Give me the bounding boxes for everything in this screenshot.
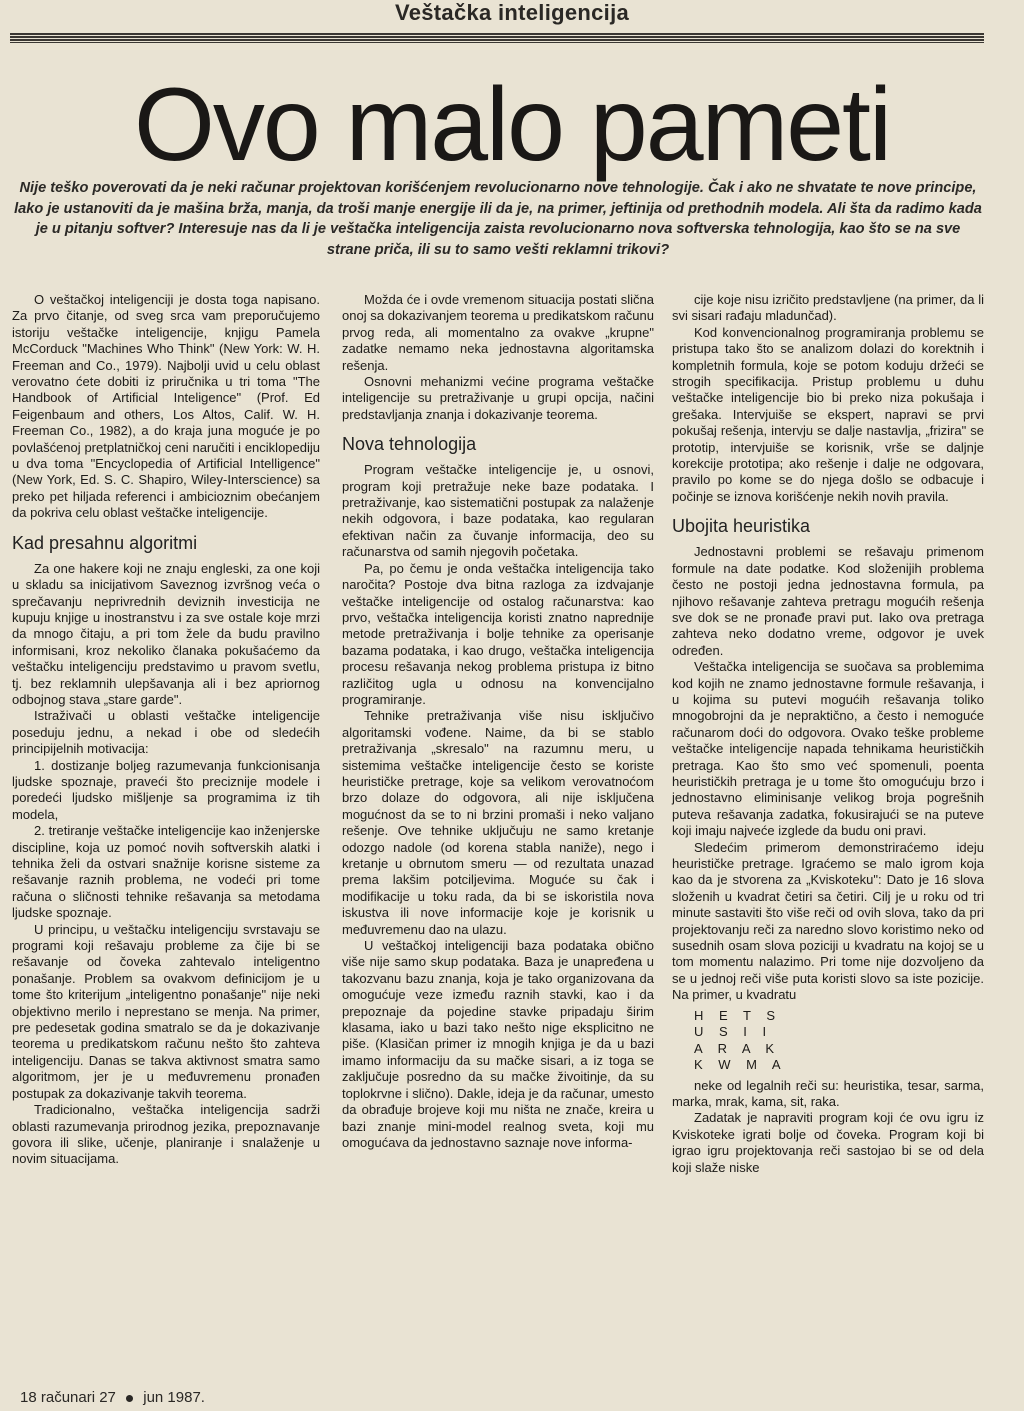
page-footer: [20, 1389, 205, 1406]
top-rule: [10, 33, 984, 43]
paragraph: Zadatak je napraviti program koji će ovu igru iz Kviskoteke igrati bolje od čoveka. Program koji bi igrao igru projektovanja reči sastojao bi se od dela koji slaže niske: [672, 1110, 984, 1175]
issue-date: jun 1987.: [143, 1389, 205, 1406]
subheading: Ubojita heuristika: [672, 516, 811, 537]
paragraph: Možda će i ovde vremenom situacija postati slična onoj sa dokazivanjem teorema u predikatskom računu prvog reda, ali momentalno za ovakve „krupne" zadatke nemamo neka jednostavna algoritamska rešenja.: [342, 292, 654, 373]
paragraph: U principu, u veštačku inteligenciju svrstavaju se programi koji rešavaju probleme za čije bi se rešavanje od čoveka zahtevalo inteligentno ponašanje. Problem sa ovakvom definicijom je u tome što kriterijum „inteligentno ponašanje" nije neki objektivno merilo i neprestano se menja. Na primer, pre pedesetak godina smatralo se da je dokazivanje teorema u predikatskom računu nešto što zahteva inteligenciju. Danas se takva aktivnost smatra samo algoritmom, jer je u međuvremenu pronađen postupak za dokazivanje takvih teorema.: [12, 921, 320, 1101]
page-number: 18: [20, 1389, 37, 1406]
bullet-icon: [126, 1395, 133, 1402]
column-2: [342, 292, 654, 1151]
paragraph: Tradicionalno, veštačka inteligencija sadrži oblasti razumevanja prirodnog jezika, prepoznavanje govora ili slike, učenje, planiranje i snalaženje u novim situacijama.: [12, 1102, 320, 1167]
dek: Nije teško poverovati da je neki računar projektovan korišćenjem revolucionarno nove tehnologije. Čak i ako ne shvatate te nove principe, lako je ustanoviti da je mašina brža, manja, da troši manje energije ili da je, na primer, jeftinija od prethodnih modela. Ali šta da radimo kada je u pitanju softver? Interesuje nas da li je veštačka inteligencija zaista revolucionarno nova softverska tehnologija, kao što se na sve strane priča, ili su to samo vešti reklamni trikovi?: [14, 180, 982, 258]
letter-grid-row: K W M A: [694, 1057, 787, 1073]
paragraph: Kod konvencionalnog programiranja problemu se pristupa tako što se analizom dolazi do korektnih i kompletnih formula, koje se potom koduju držeći se strogih specifikacija. Pristup problemu u duhu veštačke inteligencije bio bi preko niza pokušaja i grešaka. Intervjuiše se ekspert, napravi se prvi pokušaj rešenja, intervju se dalje nastavlja, „frizira" se prototip, intervjuiše se korisnik, vrše se daljnje korekcije prototipa; ako rešenje i dalje ne odgovara, pravilo po kome se do njega došlo se odbacuje i počinje se iznova korišćenje nekih novih pravila.: [672, 324, 984, 504]
paragraph: Veštačka inteligencija se suočava sa problemima kod kojih ne znamo jednostavne formule rešavanja, i u kojima su putevi mogućih rešavanja toliko mnogobrojni da je nepraktično, a često i nemoguće računarom doći do odgovora. Ovako teške probleme veštačke inteligencije napada tehnikama heurističkih pretraga. Kao što smo već spomenuli, poenta heurističkih pretraga je u tome što omogućuju brzo i jednostavno eliminisanje velikog broja pogrešnih puteva rešavanja zadatka, fokusirajući se na puteve koji imaju najveće izglede da budu oni pravi.: [672, 659, 984, 839]
letter-grid: [694, 1008, 984, 1074]
section-label: Veštačka inteligencija: [394, 0, 630, 25]
letter-grid-row: A R A K: [694, 1040, 781, 1056]
paragraph: Osnovni mehanizmi većine programa veštačke inteligencije su pretraživanje u grupi opcija, načini predstavljanja znanja i dokazivanje teorema.: [342, 374, 654, 422]
paragraph: Tehnike pretraživanja više nisu isključivo algoritamski vođene. Naime, da bi se stablo pretraživanja „skresalo" na razumnu meru, u sistemima veštačke inteligencije često se koriste heurističke pretrage, koje sa velikom verovatnoćom brzo dolaze do odgovora, ali nije isključena mogućnost da se to ni brzini promaši i neko valjano rešenje. Ove tehnike uključuju ne samo kretanje odozgo nadole (od korena stabla naniže), nego i kretanje u obrnutom smeru — od rezultata unazad prema lakšim potciljevima. Moguće su čak i modifikacije u toku rada, da bi se iskoristila nova iskustva ili nove informacije koje je korisnik u međuvremenu dao na ulazu.: [342, 708, 654, 937]
subheading: Kad presahnu algoritmi: [12, 532, 198, 553]
paragraph: Program veštačke inteligencije je, u osnovi, program koji pretražuje neke baze podataka. I pretraživanje, kao sistematični postupak za nalaženje nekih odgovora, i baze podataka, kao regularan efektivan način za čuvanje informacija, deo su računarstva od samih njegovih početaka.: [342, 462, 654, 560]
paragraph: Jednostavni problemi se rešavaju primenom formule na date podatke. Kod složenijih problema često ne postoji jedna jednostavna formula, pa njihovo rešavanje zahteva pretragu mogućih rešenja sve dok se ne pronađe pravi put. Iako ova pretraga zahteva neko dodatno vreme, odgovor je uvek određen.: [672, 544, 984, 658]
paragraph: Istraživači u oblasti veštačke inteligencije poseduju jednu, a nekad i obe od sledećih principijelnih motivacija:: [12, 708, 320, 757]
letter-grid-row: U S I I: [694, 1024, 773, 1040]
letter-grid-row: H E T S: [694, 1007, 782, 1023]
headline: Ovo malo pameti: [133, 67, 891, 183]
paragraph: 1. dostizanje boljeg razumevanja funkcionisanja ljudske spoznaje, praveći što preciznije modele i poredeći ljudsko mišljenje sa programima iz tih modela,: [12, 757, 320, 822]
subheading: Nova tehnologija: [342, 434, 477, 455]
paragraph: 2. tretiranje veštačke inteligencije kao inženjerske discipline, koja uz pomoć novih softverskih alatki i tehnika želi da ostvari snažnije korisne sisteme za rešavanje raznih problema, ne vodeći pri tome računa o sličnosti tehnike rešavanja sa metodama ljudske spoznaje.: [12, 823, 320, 921]
column-3: [672, 292, 984, 1176]
paragraph: Pa, po čemu je onda veštačka inteligencija tako naročita? Postoje dva bitna razloga za izdvajanje veštačke inteligencije od ostalog računarstva: kao prvo, veštačka inteligencija koristi znatno naprednije metode pretraživanja i bolje tehnike za operisanje bazama podataka, i kao drugo, veštačka inteligencija procesu rešavanja nekog problema pristupa iz bitno različitog ugla u odnosu na konvencijalno programiranje.: [342, 560, 654, 707]
paragraph: cije koje nisu izričito predstavljene (na primer, da li svi sisari rađaju mladunčad).: [672, 292, 984, 324]
paragraph: neke od legalnih reči su: heuristika, tesar, sarma, marka, mrak, kama, sit, raka.: [672, 1077, 984, 1110]
paragraph: Za one hakere koji ne znaju engleski, za one koji u skladu sa inicijativom Saveznog izvršnog veća o sprečavanju neprivrednih deviznih investicija ne kupuju knjige u inostranstvu i za sve ostale koje mrzi da mnogo čitaju, a pri tom žele da budu pravilno informisani, kroz nekoliko članaka pokušaćemo da veštačku inteligenciju predstavimo u pravom svetlu, tj. bez reklamnih ulepšavanja ali i bez apriornog odbojnog stava „stare garde".: [12, 560, 320, 707]
magazine-issue: računari 27: [40, 1389, 116, 1406]
column-1: [12, 292, 320, 1168]
paragraph: Sledećim primerom demonstriraćemo ideju heurističke pretrage. Igraćemo se malo igrom koja kao da je stvorena za „Kviskoteku": Dato je 16 slova složenih u kvadrat četiri sa četiri. Cilj je u roku od tri minute sastaviti što više reči od ovih slova, tako da pri projektovanju reči za naredno slovo koristimo neko od susednih osam slova poziciji u kvadratu na kojoj se u tom momentu nalazimo. Pri tome nije dozvoljeno da se u jednoj reči više puta koristi slovo sa iste pozicije. Na primer, u kvadratu: [672, 839, 984, 1003]
paragraph: O veštačkoj inteligenciji je dosta toga napisano. Za prvo čitanje, od sveg srca vam preporučujemo istoriju veštačke inteligencije, knjigu Pamela McCorduck "Machines Who Think" (New York: W. H. Freeman and Co., 1979). Najbolji uvid u celu oblast verovatno ćete dobiti iz priručnika u tri toma "The Handbook of Artificial Inteligence" (Prof. Ed Feigenbaum and others, Los Altos, Calif. W. H. Freeman Co., 1982), a do kraja juna moguće je po povlašćenoj pretplatničkoj ceni naručiti i enciklopediju u dva toma "Encyclopedia of Artificial Intelligence" (New York, Ed. S. C. Shapiro, Wiley-Interscience) sa preko pet hiljada referenci i ambicioznim obećanjem da pokriva celu oblast veštačke inteligencije.: [12, 292, 320, 521]
paragraph: U veštačkoj inteligenciji baza podataka obično više nije samo skup podataka. Baza je unapređena u takozvanu bazu znanja, koja je tako organizovana da omogućuje veze između raznih stavki, kao i da prepoznaje da pojedine stavke pripadaju širim klasama, iako u bazi tako nešto nige eksplicitno ne piše. (Klasičan primer iz mnogih knjiga je da u bazi imamo informaciju da su mačke sisari, a iz toga se zaključuje posredno da su mačke živoitinje, da su toplokrvne i slično). Dakle, ideja je da računar, umesto da obrađuje brojeve koji mu ništa ne znače, kreira u bazi znanje mini-model realnog sveta, koji mu omogućava da jednostavno saznaje nove informa-: [342, 938, 654, 1150]
